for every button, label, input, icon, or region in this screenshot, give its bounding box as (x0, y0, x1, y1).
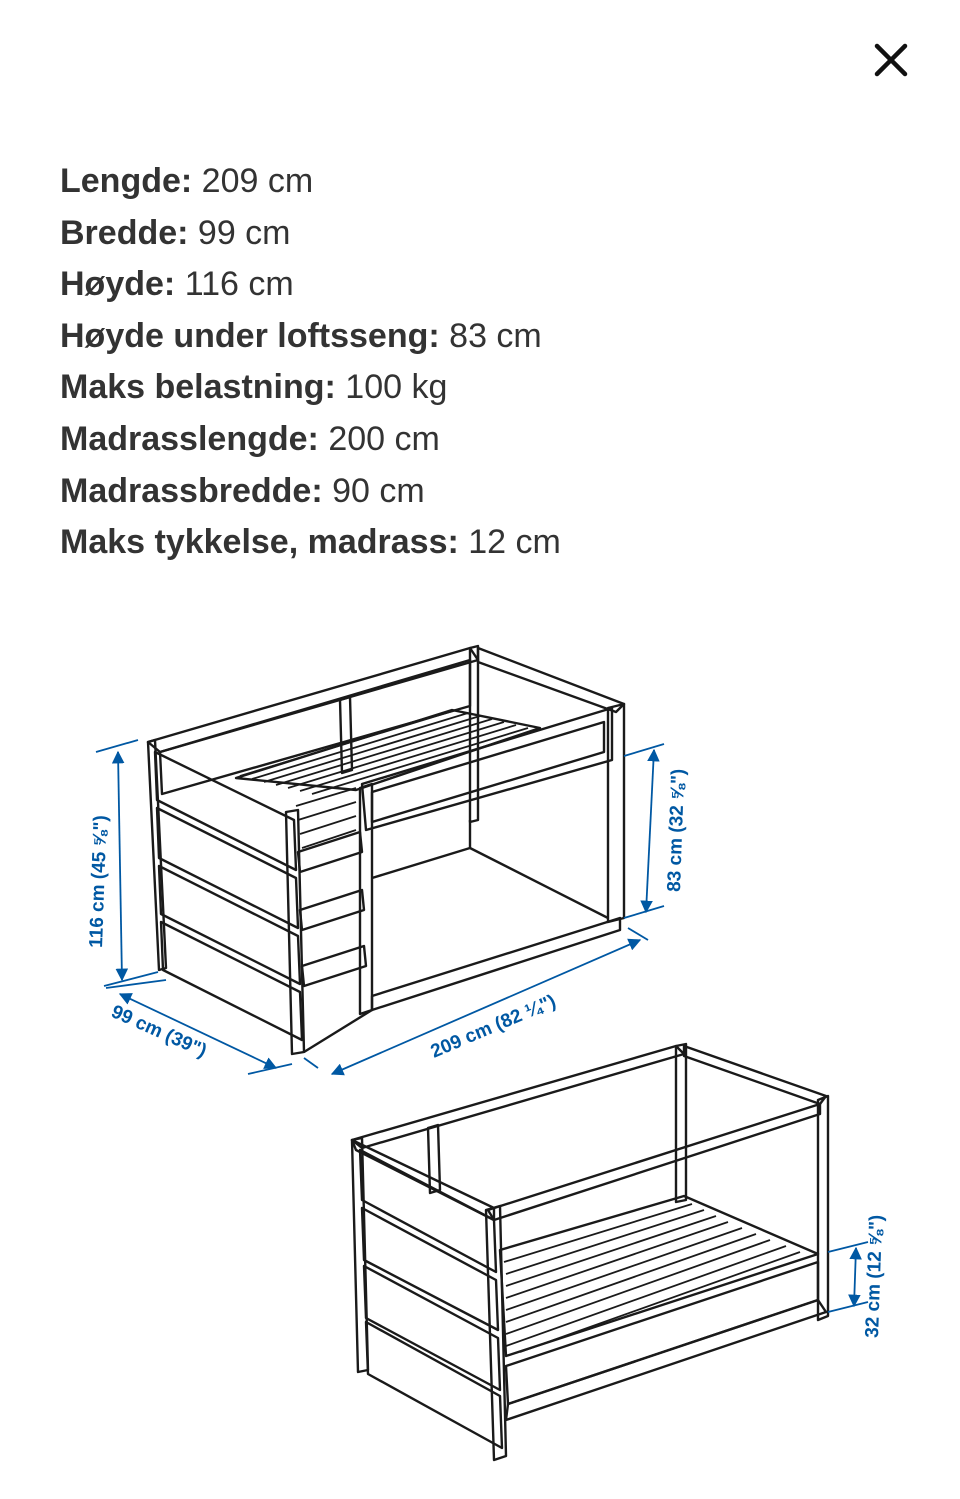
spec-label: Madrasslengde: (60, 419, 319, 458)
length-dimension-label: 209 cm (82 ¼") (427, 991, 559, 1063)
spec-label: Høyde: (60, 265, 176, 304)
spec-height (60, 259, 920, 311)
spec-label: Høyde under loftsseng: (60, 316, 440, 355)
height-dimension-label: 116 cm (45 ⅝") (86, 814, 112, 949)
spec-value: 83 cm (449, 316, 542, 355)
under-loft-height-label: 83 cm (32 ⅝") (664, 768, 690, 893)
low-bed-drawing (352, 1044, 828, 1460)
spec-max-load (60, 362, 920, 414)
spec-label: Maks belastning: (60, 368, 336, 407)
low-bed-dimensions (828, 1242, 868, 1312)
spec-value: 200 cm (328, 419, 440, 458)
spec-label: Madrassbredde: (60, 471, 323, 510)
spec-mattress-width (60, 466, 920, 518)
bed-illustration (0, 600, 960, 1499)
spec-height-under-loft (60, 311, 920, 363)
depth-dimension-label: 99 cm (39") (107, 1001, 210, 1063)
spec-length (60, 156, 920, 208)
spec-value: 100 kg (345, 368, 448, 407)
spec-width (60, 208, 920, 260)
dimension-drawing (0, 600, 960, 1499)
spec-value: 90 cm (332, 471, 425, 510)
loft-bed-drawing (148, 646, 624, 1054)
spec-value: 12 cm (468, 523, 561, 562)
spec-label: Maks tykkelse, madrass: (60, 523, 459, 562)
spec-value: 116 cm (184, 265, 294, 304)
spec-label: Bredde: (60, 213, 189, 252)
close-button[interactable] (866, 35, 916, 85)
spec-label: Lengde: (60, 162, 193, 200)
spec-value: 99 cm (197, 213, 291, 252)
spec-mattress-length (60, 414, 920, 466)
close-icon[interactable] (866, 35, 916, 85)
low-bed-height-label: 32 cm (12 ⅝") (862, 1214, 888, 1339)
spec-value: 209 cm (201, 162, 314, 200)
spec-max-mattress-thickness (60, 517, 920, 569)
dimensions-list (60, 156, 920, 569)
